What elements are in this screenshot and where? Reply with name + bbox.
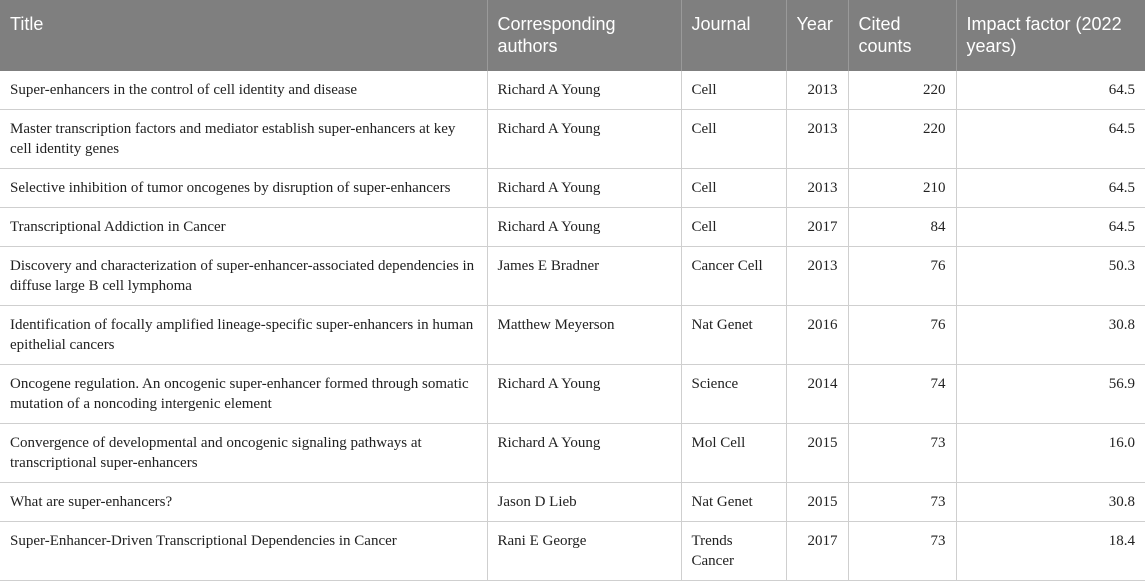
cell-cited: 73 bbox=[848, 522, 956, 581]
cell-journal: Cell bbox=[681, 169, 786, 208]
cell-impact: 50.3 bbox=[956, 247, 1145, 306]
cell-cited: 74 bbox=[848, 365, 956, 424]
cell-year: 2013 bbox=[786, 71, 848, 110]
cell-year: 2013 bbox=[786, 247, 848, 306]
cell-year: 2015 bbox=[786, 424, 848, 483]
header-journal: Journal bbox=[681, 0, 786, 71]
cell-journal: Trends Cancer bbox=[681, 522, 786, 581]
cell-journal: Science bbox=[681, 365, 786, 424]
cell-author: Jason D Lieb bbox=[487, 483, 681, 522]
table-row bbox=[0, 110, 1145, 169]
cell-impact: 64.5 bbox=[956, 71, 1145, 110]
cell-author: Rani E George bbox=[487, 522, 681, 581]
header-impact-factor: Impact factor (2022 years) bbox=[956, 0, 1145, 71]
cell-impact: 64.5 bbox=[956, 208, 1145, 247]
cell-title: Discovery and characterization of super-enhancer-associated dependencies in diffuse large B cell lymphoma bbox=[0, 247, 487, 306]
table-row bbox=[0, 247, 1145, 306]
cell-impact: 30.8 bbox=[956, 483, 1145, 522]
cell-impact: 30.8 bbox=[956, 306, 1145, 365]
cell-journal: Nat Genet bbox=[681, 483, 786, 522]
table-row bbox=[0, 424, 1145, 483]
cell-impact: 18.4 bbox=[956, 522, 1145, 581]
cell-cited: 84 bbox=[848, 208, 956, 247]
cell-year: 2014 bbox=[786, 365, 848, 424]
cell-journal: Cancer Cell bbox=[681, 247, 786, 306]
cell-title: Oncogene regulation. An oncogenic super-enhancer formed through somatic mutation of a noncoding intergenic element bbox=[0, 365, 487, 424]
cell-impact: 56.9 bbox=[956, 365, 1145, 424]
cell-author: Richard A Young bbox=[487, 71, 681, 110]
cell-cited: 220 bbox=[848, 110, 956, 169]
cell-title: Super-Enhancer-Driven Transcriptional Dependencies in Cancer bbox=[0, 522, 487, 581]
table-header bbox=[0, 0, 1145, 71]
cell-cited: 73 bbox=[848, 424, 956, 483]
cell-cited: 76 bbox=[848, 306, 956, 365]
cell-title: Super-enhancers in the control of cell identity and disease bbox=[0, 71, 487, 110]
cell-author: Richard A Young bbox=[487, 208, 681, 247]
cell-impact: 64.5 bbox=[956, 169, 1145, 208]
cell-year: 2017 bbox=[786, 208, 848, 247]
cell-year: 2017 bbox=[786, 522, 848, 581]
cell-year: 2013 bbox=[786, 169, 848, 208]
table-row bbox=[0, 71, 1145, 110]
cell-author: Richard A Young bbox=[487, 424, 681, 483]
cell-author: James E Bradner bbox=[487, 247, 681, 306]
cell-cited: 210 bbox=[848, 169, 956, 208]
table-row bbox=[0, 169, 1145, 208]
cell-cited: 76 bbox=[848, 247, 956, 306]
cell-impact: 16.0 bbox=[956, 424, 1145, 483]
cell-title: What are super-enhancers? bbox=[0, 483, 487, 522]
cell-journal: Cell bbox=[681, 110, 786, 169]
table-row bbox=[0, 483, 1145, 522]
cell-author: Richard A Young bbox=[487, 365, 681, 424]
header-cited-counts: Cited counts bbox=[848, 0, 956, 71]
header-year: Year bbox=[786, 0, 848, 71]
header-corresponding-authors: Corresponding authors bbox=[487, 0, 681, 71]
cell-year: 2013 bbox=[786, 110, 848, 169]
cell-title: Selective inhibition of tumor oncogenes by disruption of super-enhancers bbox=[0, 169, 487, 208]
cell-cited: 73 bbox=[848, 483, 956, 522]
cell-author: Richard A Young bbox=[487, 169, 681, 208]
table-row bbox=[0, 306, 1145, 365]
cell-year: 2016 bbox=[786, 306, 848, 365]
header-row bbox=[0, 0, 1145, 71]
cell-journal: Nat Genet bbox=[681, 306, 786, 365]
cell-author: Matthew Meyerson bbox=[487, 306, 681, 365]
cell-journal: Cell bbox=[681, 71, 786, 110]
cell-impact: 64.5 bbox=[956, 110, 1145, 169]
cell-title: Transcriptional Addiction in Cancer bbox=[0, 208, 487, 247]
cell-title: Identification of focally amplified lineage-specific super-enhancers in human epithelial cancers bbox=[0, 306, 487, 365]
cell-title: Convergence of developmental and oncogenic signaling pathways at transcriptional super-enhancers bbox=[0, 424, 487, 483]
cell-title: Master transcription factors and mediator establish super-enhancers at key cell identity genes bbox=[0, 110, 487, 169]
table-row bbox=[0, 365, 1145, 424]
cell-year: 2015 bbox=[786, 483, 848, 522]
cell-author: Richard A Young bbox=[487, 110, 681, 169]
table-body bbox=[0, 71, 1145, 581]
table-row bbox=[0, 208, 1145, 247]
table-row bbox=[0, 522, 1145, 581]
header-title: Title bbox=[0, 0, 487, 71]
cell-journal: Mol Cell bbox=[681, 424, 786, 483]
cell-cited: 220 bbox=[848, 71, 956, 110]
cell-journal: Cell bbox=[681, 208, 786, 247]
